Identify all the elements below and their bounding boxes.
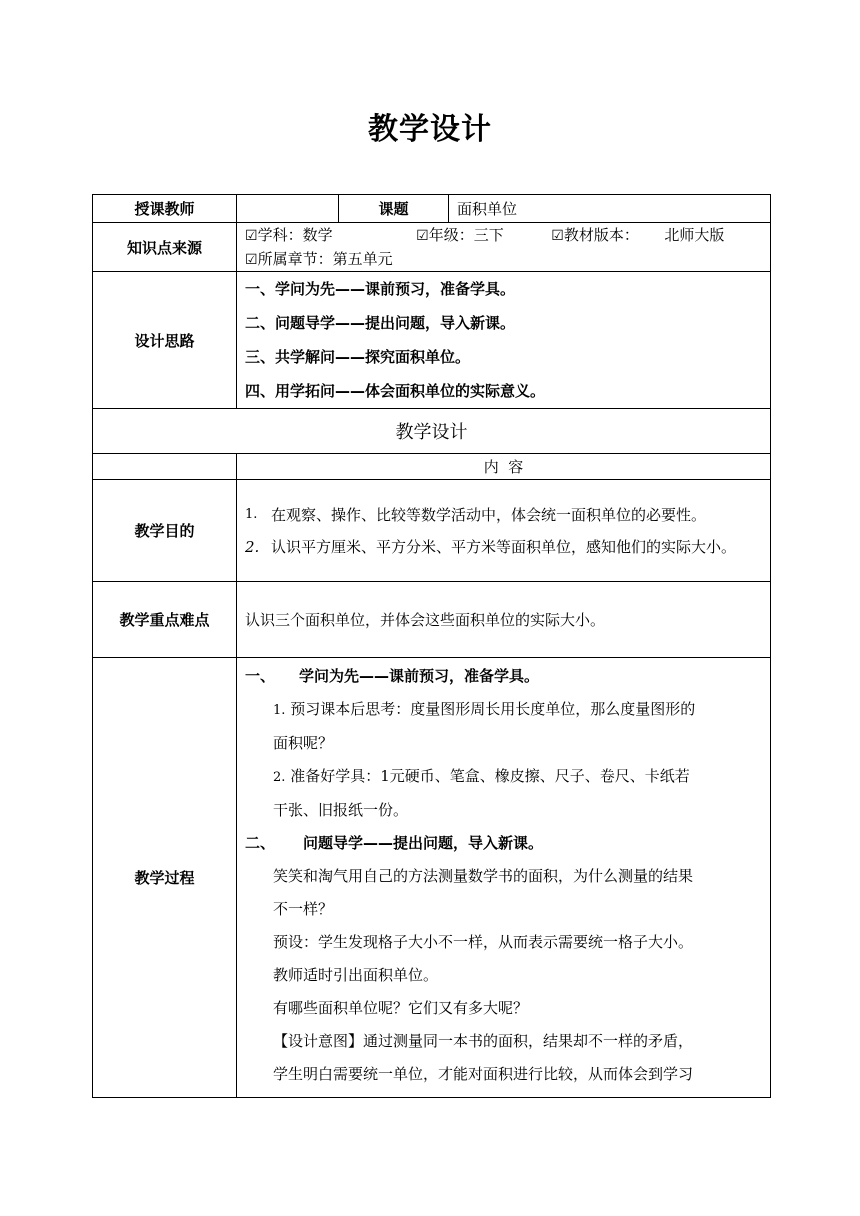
process-heading-1: 一、 学问为先——课前预习，准备学具。 xyxy=(245,667,540,685)
source-content xyxy=(237,223,771,272)
design-idea-item: 四、用学拓问——体会面积单位的实际意义。 xyxy=(245,382,546,400)
goal-item: 1. 在观察、操作、比较等数学活动中，体会统一面积单位的必要性。 xyxy=(245,505,707,524)
section-title-row xyxy=(93,409,771,454)
process-step: 1. 预习课本后思考：度量图形周长用长度单位，那么度量图形的 xyxy=(273,700,696,718)
checkbox-icon: ☑ xyxy=(551,228,564,244)
process-paragraph: 预设：学生发现格子大小不一样，从而表示需要统一格子大小。 xyxy=(273,933,694,951)
checkbox-icon: ☑ xyxy=(245,252,258,268)
teacher-value xyxy=(237,195,339,223)
design-idea-item: 三、共学解问——探究面积单位。 xyxy=(245,348,471,366)
goal-item: 2. 认识平方厘米、平方分米、平方米等面积单位，感知他们的实际大小。 xyxy=(245,537,737,556)
teacher-label: 授课教师 xyxy=(93,195,237,223)
process-paragraph: 有哪些面积单位呢？它们又有多大呢？ xyxy=(273,999,529,1017)
process-label: 教学过程 xyxy=(93,658,237,1098)
chapter-value: 所属章节：第五单元 xyxy=(257,250,393,268)
process-step-cont: 干张、旧报纸一份。 xyxy=(273,801,409,819)
goals-label: 教学目的 xyxy=(93,480,237,582)
source-label: 知识点来源 xyxy=(93,223,237,272)
process-paragraph: 教师适时引出面积单位。 xyxy=(273,966,439,984)
process-step-cont: 面积呢？ xyxy=(273,734,334,752)
key-points-text: 认识三个面积单位，并体会这些面积单位的实际大小。 xyxy=(237,582,771,658)
goals-content xyxy=(237,480,771,582)
content-header-row xyxy=(93,454,771,480)
process-paragraph: 笑笑和淘气用自己的方法测量数学书的面积，为什么测量的结果 xyxy=(273,867,694,885)
process-paragraph: 【设计意图】通过测量同一本书的面积，结果却不一样的矛盾， xyxy=(273,1032,694,1050)
design-idea-item: 一、学问为先——课前预习，准备学具。 xyxy=(245,280,516,298)
design-idea-content xyxy=(237,272,771,409)
topic-value: 面积单位 xyxy=(449,195,771,223)
process-content xyxy=(237,658,771,1098)
header-row xyxy=(93,195,771,223)
key-points-row xyxy=(93,582,771,658)
goals-row xyxy=(93,480,771,582)
key-points-label: 教学重点难点 xyxy=(93,582,237,658)
topic-label: 课题 xyxy=(339,195,449,223)
content-header-blank xyxy=(93,454,237,480)
source-row xyxy=(93,223,771,272)
checkbox-icon: ☑ xyxy=(416,228,429,244)
page-title: 教学设计 xyxy=(368,112,492,147)
design-idea-item: 二、问题导学——提出问题，导入新课。 xyxy=(245,314,516,332)
section-title: 教学设计 xyxy=(93,409,771,454)
grade-value: 年级：三下 xyxy=(428,226,504,244)
process-step: 2. 准备好学具：1元硬币、笔盒、橡皮擦、尺子、卷尺、卡纸若 xyxy=(273,767,690,785)
edition-label: 教材版本： xyxy=(563,226,639,244)
edition-value: 北师大版 xyxy=(664,226,725,244)
design-idea-label: 设计思路 xyxy=(93,272,237,409)
content-header: 内 容 xyxy=(237,454,771,480)
process-row xyxy=(93,658,771,1098)
process-paragraph: 学生明白需要统一单位，才能对面积进行比较，从而体会到学习 xyxy=(273,1065,694,1083)
design-idea-row xyxy=(93,272,771,409)
checkbox-icon: ☑ xyxy=(245,228,258,244)
lesson-plan-table xyxy=(92,194,771,1098)
process-heading-2: 二、 问题导学——提出问题，导入新课。 xyxy=(245,834,544,852)
process-paragraph: 不一样？ xyxy=(273,900,334,918)
subject-value: 学科：数学 xyxy=(257,226,333,244)
